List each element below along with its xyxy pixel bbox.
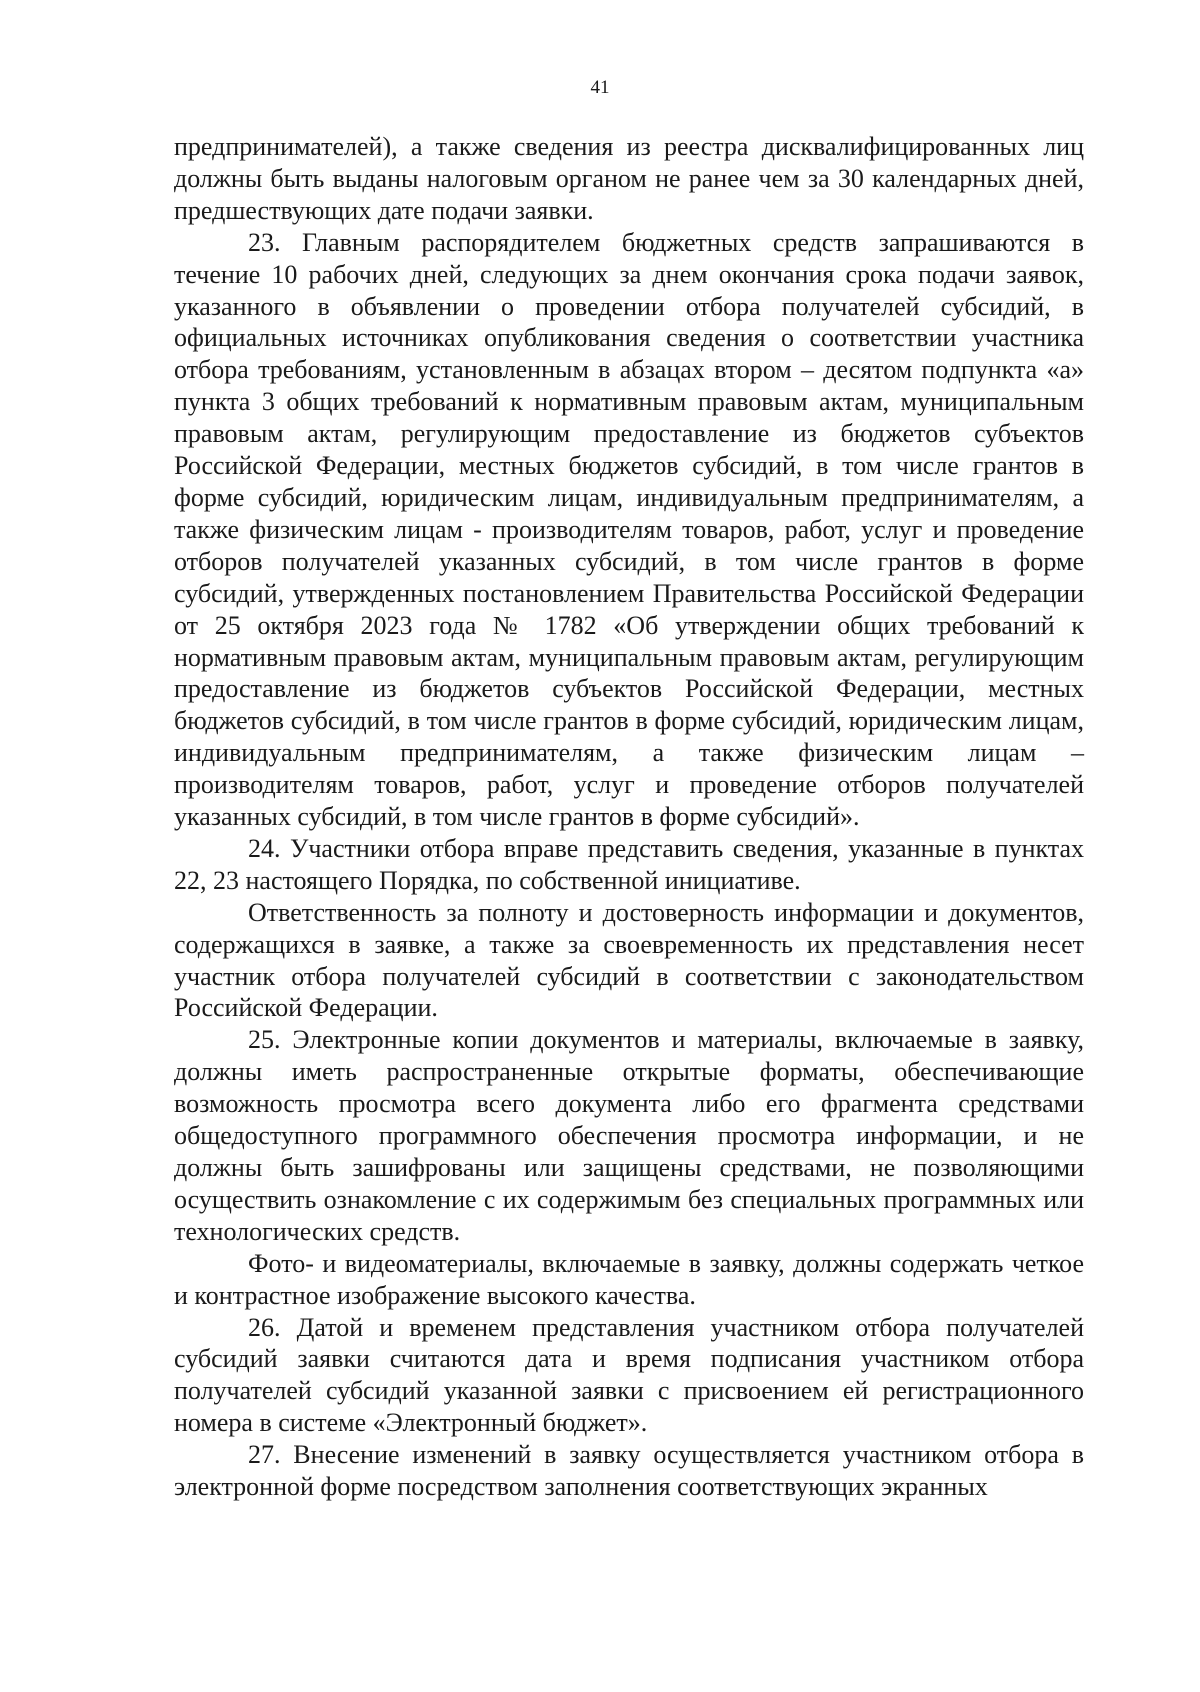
paragraph-item-27: 27. Внесение изменений в заявку осуществляется участником отбора в электронной форме посредством заполнения соответствующих экранных: [174, 1440, 1084, 1502]
paragraph-item-25: 25. Электронные копии документов и материалы, включаемые в заявку, должны иметь распространенные открытые форматы, обеспечивающие возможность просмотра всего документа либо его фрагмента средствами общедоступного программного обеспечения просмотра информации, и не должны быть зашифрованы или защищены средствами, не позволяющими осуществить ознакомление с их содержимым без специальных программных или технологических средств.: [174, 1025, 1084, 1246]
paragraph-item-26: 26. Датой и временем представления участником отбора получателей субсидий заявки считаются дата и время подписания участником отбора получателей субсидий указанной заявки с присвоением ей регистрационного номера в системе «Электронный бюджет».: [174, 1312, 1084, 1438]
page-number: 41: [590, 77, 610, 98]
document-body: [174, 131, 1084, 1503]
paragraph-continuation: предпринимателей), а также сведения из реестра дисквалифицированных лиц должны быть выданы налоговым органом не ранее чем за 30 календарных дней, предшествующих дате подачи заявки.: [174, 132, 1084, 225]
paragraph-item-24: 24. Участники отбора вправе представить сведения, указанные в пунктах 22, 23 настоящего Порядка, по собственной инициативе.: [174, 833, 1084, 895]
paragraph-item-23: 23. Главным распорядителем бюджетных средств запрашиваются в течение 10 рабочих дней, следующих за днем окончания срока подачи заявок, указанного в объявлении о проведении отбора получателей субсидий, в официальных источниках опубликования сведения о соответствии участника отбора требованиям, установленным в абзацах втором – десятом подпункта «а» пункта 3 общих требований к нормативным правовым актам, муниципальным правовым актам, регулирующим предоставление из бюджетов субъектов Российской Федерации, местных бюджетов субсидий, в том числе грантов в форме субсидий, юридическим лицам, индивидуальным предпринимателям, а также физическим лицам - производителям товаров, работ, услуг и проведение отборов получателей указанных субсидий, в том числе грантов в форме субсидий, утвержденных постановлением Правительства Российской Федерации от 25 октября 2023 года № 1782 «Об утверждении общих требований к нормативным правовым актам, муниципальным правовым актам, регулирующим предоставление из бюджетов субъектов Российской Федерации, местных бюджетов субсидий, в том числе грантов в форме субсидий, юридическим лицам, индивидуальным предпринимателям, а также физическим лицам – производителям товаров, работ, услуг и проведение отборов получателей указанных субсидий, в том числе грантов в форме субсидий».: [174, 227, 1084, 832]
paragraph-responsibility: Ответственность за полноту и достоверность информации и документов, содержащихся в заявке, а также за своевременность их представления несет участник отбора получателей субсидий в соответствии с законодательством Российской Федерации.: [174, 897, 1084, 1023]
paragraph-photo-video: Фото- и видеоматериалы, включаемые в заявку, должны содержать четкое и контрастное изображение высокого качества.: [174, 1248, 1084, 1310]
